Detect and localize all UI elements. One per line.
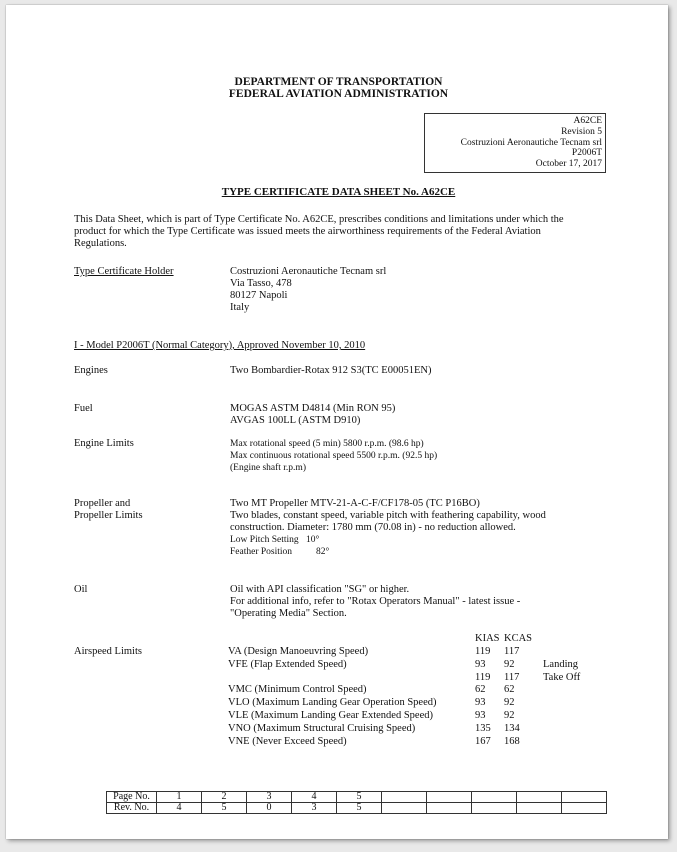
sheet-title: TYPE CERTIFICATE DATA SHEET No. A62CE — [221, 186, 456, 198]
speed-name: VMC (Minimum Control Speed) — [228, 684, 367, 696]
fuel-label: Fuel — [74, 403, 93, 414]
speed-kias: 119 — [475, 671, 491, 683]
speed-kcas: 92 — [504, 697, 515, 709]
ref-company: Costruzioni Aeronautiche Tecnam srl — [460, 137, 602, 148]
department-heading: DEPARTMENT OF TRANSPORTATION — [234, 76, 443, 88]
kias-header: KIAS — [475, 633, 500, 644]
oil-line: For additional info, refer to "Rotax Operators Manual" - latest issue - — [230, 596, 521, 607]
kcas-header: KCAS — [504, 633, 533, 644]
page-cell — [382, 792, 427, 803]
speed-kias: 167 — [475, 735, 491, 747]
speed-kcas: 117 — [504, 671, 520, 683]
page-cell — [562, 792, 607, 803]
engine-limits-line: (Engine shaft r.p.m) — [230, 463, 306, 473]
speed-name: VFE (Flap Extended Speed) — [228, 658, 347, 670]
section-title: I - Model P2006T (Normal Category), Approved November 10, 2010 — [74, 340, 366, 351]
low-pitch-value: 10° — [306, 535, 320, 545]
intro-line: product for which the Type Certificate was issued meets the airworthiness requirements of the Federal Aviation — [74, 226, 541, 237]
propeller-label: Propeller and — [74, 498, 131, 509]
revision-table — [106, 791, 607, 814]
page-cell — [472, 792, 517, 803]
rev-cell — [562, 803, 607, 814]
rev-cell — [427, 803, 472, 814]
speed-name: VLO (Maximum Landing Gear Operation Speed) — [228, 697, 437, 709]
ref-number: A62CE — [573, 116, 602, 126]
oil-label: Oil — [74, 584, 88, 595]
holder-line: Italy — [230, 302, 250, 313]
holder-line: Costruzioni Aeronautiche Tecnam srl — [230, 266, 387, 277]
rev-cell — [382, 803, 427, 814]
engines-value: Two Bombardier-Rotax 912 S3(TC E00051EN) — [230, 365, 432, 376]
low-pitch-label: Low Pitch Setting — [230, 535, 299, 545]
rev-cell — [517, 803, 562, 814]
speed-kcas: 92 — [504, 710, 515, 721]
intro-line: This Data Sheet, which is part of Type Certificate No. A62CE, prescribes conditions and limitations under which the — [74, 214, 564, 225]
speed-kcas: 117 — [504, 646, 520, 657]
speed-kias: 93 — [475, 658, 486, 670]
page-cell: 2 — [202, 792, 247, 803]
oil-line: "Operating Media" Section. — [230, 608, 347, 619]
ref-revision: Revision 5 — [561, 126, 602, 137]
rev-cell: 5 — [202, 803, 247, 814]
ref-model: P2006T — [571, 148, 602, 159]
speed-name: VNO (Maximum Structural Cruising Speed) — [228, 722, 416, 734]
speed-kcas: 92 — [504, 658, 515, 670]
speed-kcas: 62 — [504, 684, 515, 696]
speed-note: Take Off — [543, 671, 581, 683]
fuel-line: AVGAS 100LL (ASTM D910) — [230, 415, 361, 426]
oil-line: Oil with API classification "SG" or higher. — [230, 584, 410, 595]
speed-name: VA (Design Manoeuvring Speed) — [228, 646, 369, 657]
page-cell — [427, 792, 472, 803]
page-cell: 1 — [157, 792, 202, 803]
intro-line: Regulations. — [74, 238, 127, 249]
speed-kcas: 168 — [504, 735, 520, 747]
holder-line: 80127 Napoli — [230, 290, 288, 301]
propeller-line: construction. Diameter: 1780 mm (70.08 in) - no reduction allowed. — [230, 522, 516, 533]
speed-kias: 93 — [475, 710, 486, 721]
speed-kcas: 134 — [504, 722, 520, 734]
propeller-line: Two MT Propeller MTV-21-A-C-F/CF178-05 (TC P16BO) — [230, 498, 480, 509]
reference-box — [424, 113, 606, 173]
speed-kias: 62 — [475, 684, 486, 696]
holder-line: Via Tasso, 478 — [230, 278, 292, 289]
ref-date: October 17, 2017 — [535, 159, 602, 170]
page-cell: 3 — [247, 792, 292, 803]
rev-cell: 4 — [157, 803, 202, 814]
page-cell: 4 — [292, 792, 337, 803]
agency-heading: FEDERAL AVIATION ADMINISTRATION — [228, 88, 449, 100]
feather-label: Feather Position — [230, 547, 293, 557]
engine-limits-line: Max rotational speed (5 min) 5800 r.p.m. (98.6 hp) — [230, 439, 424, 449]
speed-name: VLE (Maximum Landing Gear Extended Speed) — [228, 710, 433, 721]
page-cell — [517, 792, 562, 803]
holder-label: Type Certificate Holder — [74, 266, 174, 277]
rev-cell: 5 — [337, 803, 382, 814]
speed-kias: 135 — [475, 722, 491, 734]
page-label: Page No. — [107, 792, 157, 803]
page-row — [107, 792, 607, 803]
rev-row — [107, 803, 607, 814]
engines-label: Engines — [74, 365, 108, 376]
feather-value: 82° — [316, 547, 330, 557]
speed-kias: 93 — [475, 697, 486, 709]
engine-limits-line: Max continuous rotational speed 5500 r.p.m. (92.5 hp) — [230, 451, 438, 461]
rev-label: Rev. No. — [107, 803, 157, 814]
rev-cell: 0 — [247, 803, 292, 814]
speed-name: VNE (Never Exceed Speed) — [228, 735, 347, 747]
fuel-line: MOGAS ASTM D4814 (Min RON 95) — [230, 403, 396, 414]
rev-cell — [472, 803, 517, 814]
airspeed-label: Airspeed Limits — [74, 646, 142, 657]
speed-note: Landing — [543, 658, 578, 670]
speed-kias: 119 — [475, 646, 491, 657]
page-cell: 5 — [337, 792, 382, 803]
propeller-line: Two blades, constant speed, variable pitch with feathering capability, wood — [230, 510, 546, 521]
engine-limits-label: Engine Limits — [74, 438, 134, 449]
propeller-limits-label: Propeller Limits — [74, 510, 143, 521]
rev-cell: 3 — [292, 803, 337, 814]
